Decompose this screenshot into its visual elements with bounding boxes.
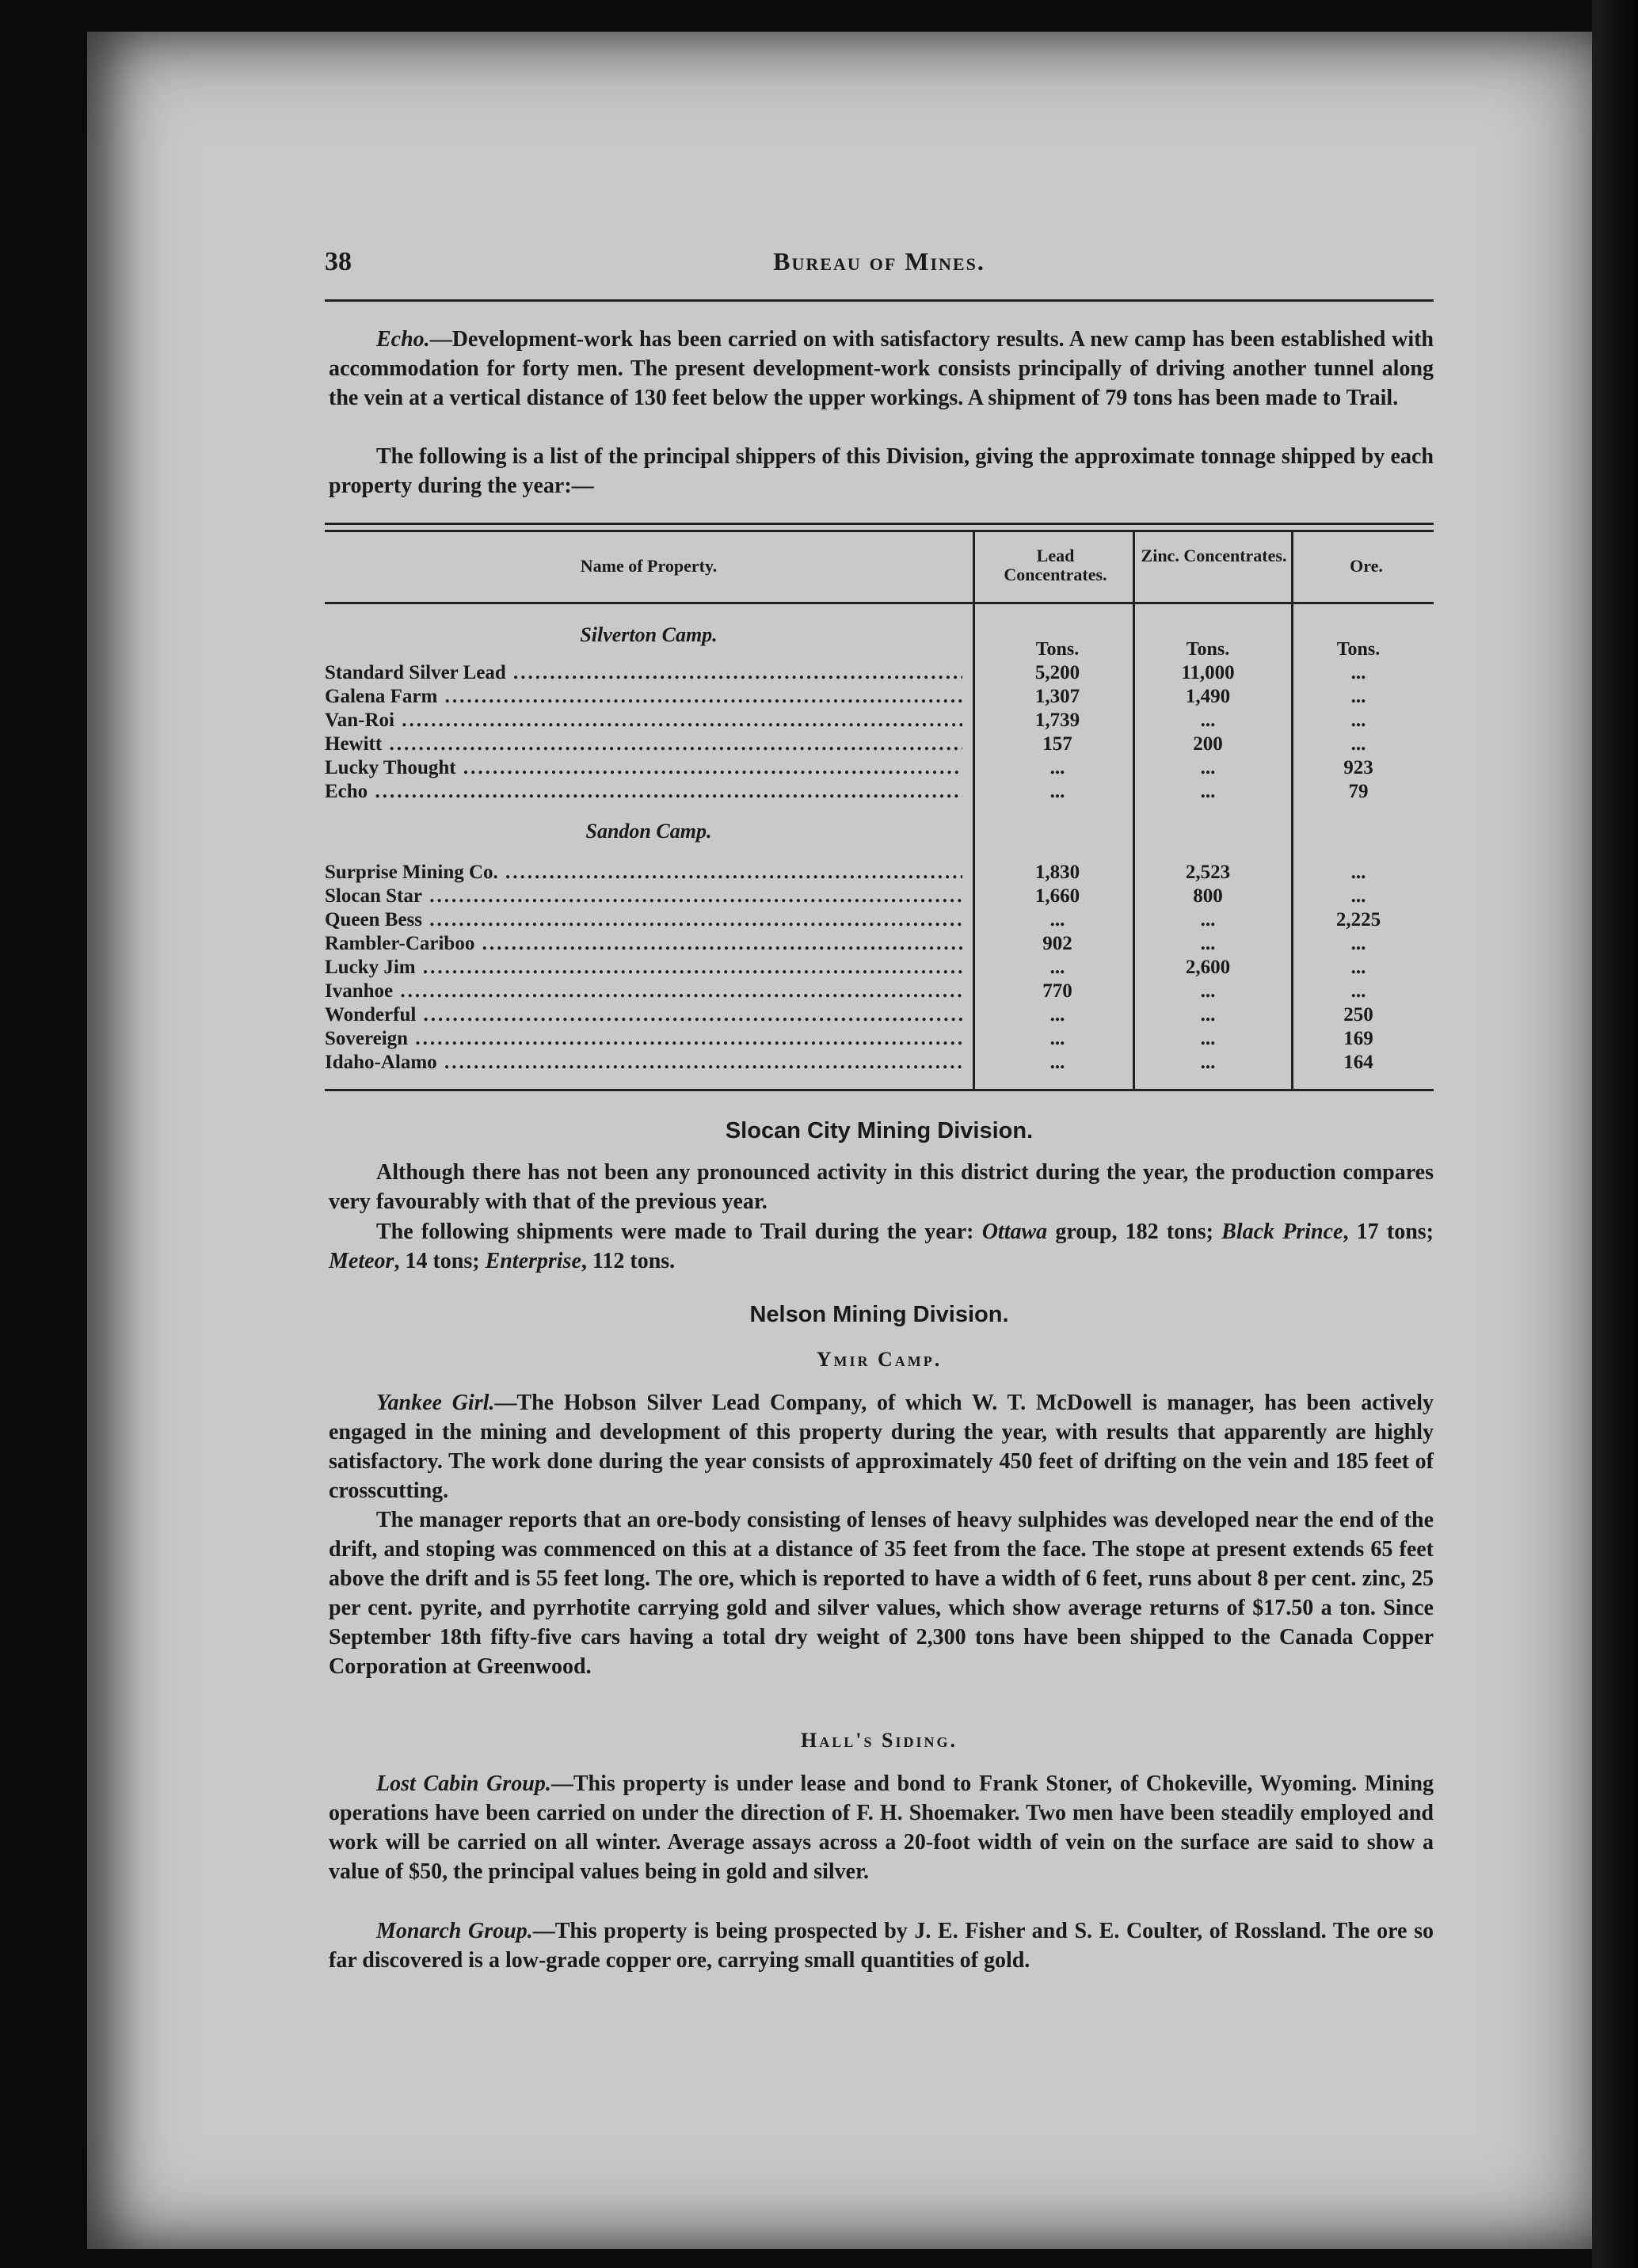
property-name: Lucky Thought ..... [325, 756, 962, 780]
unit-lead: Tons. [1035, 639, 1080, 660]
table-row [325, 908, 1434, 932]
lost-cabin-title: Lost Cabin Group. [376, 1771, 551, 1796]
property-name: Rambler-Cariboo ..... [325, 932, 962, 956]
p2-enterprise: Enterprise [485, 1249, 581, 1273]
table-top-rule [325, 523, 1434, 525]
yankee-girl-text: —The Hobson Silver Lead Company, of which W. T. McDowell is manager, has been actively engaged in the mining and development of this property during the year, with results that apparently are highly satisfactory. The work done during the year consists of approximately 450 feet of drifting on the vein and 185 feet of crosscutting. [329, 1391, 1434, 1503]
property-name: Ivanhoe ..... [325, 980, 962, 1003]
table-row [325, 685, 1434, 709]
lead-value: ... [1049, 909, 1065, 930]
ore-value: ... [1350, 710, 1366, 731]
zinc-value: 800 [1193, 885, 1223, 907]
table-row [325, 861, 1434, 885]
zinc-value: ... [1200, 1028, 1216, 1049]
yankee-girl-paragraph [329, 1388, 1434, 1505]
ore-value: ... [1350, 957, 1366, 978]
p2-text-b: group, 182 tons; [1047, 1220, 1222, 1244]
yankee-girl-title: Yankee Girl. [376, 1391, 495, 1415]
header-ore: Ore. [1350, 556, 1383, 576]
lead-value: ... [1049, 757, 1065, 778]
lead-value: ... [1049, 1004, 1065, 1026]
lead-value: 1,660 [1034, 885, 1080, 907]
table-row [325, 1003, 1434, 1027]
table-row [325, 709, 1434, 733]
property-name: Slocan Star ..... [325, 885, 962, 908]
lead-value: 902 [1042, 933, 1072, 954]
property-name: Queen Bess ..... [325, 908, 962, 932]
zinc-value: ... [1200, 781, 1216, 802]
unit-zinc: Tons. [1186, 639, 1230, 660]
property-name: Hewitt ..... [325, 733, 962, 756]
table-row [325, 980, 1434, 1003]
property-name: Surprise Mining Co. ..... [325, 861, 962, 885]
monarch-paragraph [329, 1916, 1434, 1975]
table-bottom-rule [325, 1089, 1434, 1091]
table-row [325, 756, 1434, 780]
slocan-city-paragraph-1: Although there has not been any pronounced activity in this district during the year, the production compares very favourably with that of the previous year. [329, 1160, 1434, 1214]
lead-value: ... [1049, 1028, 1065, 1049]
zinc-value: 11,000 [1181, 662, 1235, 683]
table-header-rule [325, 602, 1434, 604]
ore-value: 2,225 [1335, 909, 1381, 930]
ore-value: ... [1350, 686, 1366, 707]
list-intro-paragraph: The following is a list of the principal shippers of this Division, giving the approximate tonnage shipped by each property during the year:— [329, 444, 1434, 498]
ore-value: ... [1350, 933, 1366, 954]
property-name: Echo ..... [325, 780, 962, 804]
ore-value: 923 [1343, 757, 1373, 778]
table-row [325, 885, 1434, 908]
zinc-value: ... [1200, 980, 1216, 1002]
running-head: Bureau of Mines. [773, 247, 985, 276]
zinc-value: 200 [1193, 733, 1223, 755]
ore-value: 250 [1343, 1004, 1373, 1026]
lead-value: ... [1049, 781, 1065, 802]
ore-value: ... [1350, 980, 1366, 1002]
p2-text-a: The following shipments were made to Trail during the year: [376, 1220, 982, 1244]
unit-ore: Tons. [1336, 639, 1381, 660]
shipments-table [325, 519, 1434, 1101]
ore-value: ... [1350, 862, 1366, 883]
table-row [325, 733, 1434, 756]
zinc-value: ... [1200, 710, 1216, 731]
nelson-heading: Nelson Mining Division. [749, 1302, 1009, 1327]
lead-value: 1,739 [1034, 710, 1080, 731]
ore-value: 164 [1343, 1052, 1373, 1073]
lost-cabin-text: —This property is under lease and bond to Frank Stoner, of Chokeville, Wyoming. Mining operations have been carried on under the direction of F. H. Shoemaker. Two men have been steadily employed and work will be carried on all winter. Average assays across a 20-foot width of vein on the surface are said to show a value of $50, the principal values being in gold and silver. [329, 1771, 1434, 1884]
camp-sandon: Sandon Camp. [585, 820, 712, 843]
page-header [325, 247, 1434, 279]
table-row [325, 1051, 1434, 1075]
camp-silverton: Silverton Camp. [580, 623, 718, 646]
p2-text-c: , 17 tons; [1343, 1220, 1434, 1244]
manager-report-paragraph: The manager reports that an ore-body consisting of lenses of heavy sulphides was developed near the end of the drift, and stoping was commenced on this at a distance of 35 feet from the face. The stope at present extends 65 feet above the drift and is 55 feet long. The ore, which is reported to have a width of 6 feet, runs about 8 per cent. zinc, 25 per cent. pyrite, and pyrrhotite carrying gold and silver values, which show average returns of $17.50 a ton. Since September 18th fifty-five cars having a total dry weight of 2,300 tons have been shipped to the Canada Copper Corporation at Greenwood. [329, 1508, 1434, 1679]
table-top-rule-2 [325, 530, 1434, 532]
zinc-value: ... [1200, 909, 1216, 930]
header-zinc-concentrates: Zinc. Concentrates. [1141, 546, 1287, 565]
echo-text: —Development-work has been carried on with satisfactory results. A new camp has been established with accommodation for forty men. The present development-work consists principally of driving another tunnel along the vein at a vertical distance of 130 feet below the upper workings. A shipment of 79 tons has been made to Trail. [329, 327, 1434, 410]
property-name: Galena Farm ..... [325, 685, 962, 709]
page-edge-shadow [1592, 0, 1638, 2268]
zinc-value: 1,490 [1185, 686, 1231, 707]
lead-value: 1,307 [1034, 686, 1080, 707]
table-row [325, 956, 1434, 980]
lead-value: 1,830 [1034, 862, 1080, 883]
table-row [325, 780, 1434, 804]
property-name: Sovereign ..... [325, 1027, 962, 1051]
p2-text-e: , 112 tons. [581, 1249, 676, 1273]
zinc-value: 2,523 [1185, 862, 1231, 883]
header-lead-concentrates: Lead Concentrates. [1004, 546, 1107, 584]
ore-value: ... [1350, 885, 1366, 907]
zinc-value: ... [1200, 757, 1216, 778]
ore-value: ... [1350, 662, 1366, 683]
table-row [325, 1027, 1434, 1051]
zinc-value: ... [1200, 1004, 1216, 1026]
echo-title: Echo. [376, 327, 430, 352]
lead-value: 157 [1042, 733, 1072, 755]
zinc-value: ... [1200, 933, 1216, 954]
header-rule [325, 299, 1434, 302]
halls-siding-heading: Hall's Siding. [801, 1729, 958, 1752]
ore-value: ... [1350, 733, 1366, 755]
header-name-of-property: Name of Property. [580, 556, 718, 576]
slocan-city-paragraph-2 [329, 1217, 1434, 1276]
page-number: 38 [325, 247, 352, 276]
lead-value: 5,200 [1034, 662, 1080, 683]
p2-ottawa: Ottawa [981, 1220, 1048, 1244]
ymir-camp-heading: Ymir Camp. [816, 1348, 943, 1371]
echo-paragraph [329, 325, 1434, 413]
table-row [325, 932, 1434, 956]
zinc-value: ... [1200, 1052, 1216, 1073]
lost-cabin-paragraph [329, 1769, 1434, 1886]
property-name: Van-Roi ..... [325, 709, 962, 733]
monarch-title: Monarch Group. [376, 1919, 533, 1943]
lead-value: 770 [1042, 980, 1072, 1002]
p2-black-prince: Black Prince [1221, 1220, 1343, 1244]
zinc-value: 2,600 [1185, 957, 1231, 978]
lead-value: ... [1049, 957, 1065, 978]
table-row [325, 661, 1434, 685]
p2-text-d: , 14 tons; [394, 1249, 486, 1273]
ore-value: 79 [1348, 781, 1369, 802]
lead-value: ... [1049, 1052, 1065, 1073]
p2-meteor: Meteor [329, 1249, 394, 1273]
ore-value: 169 [1343, 1028, 1373, 1049]
monarch-text: —This property is being prospected by J. E. Fisher and S. E. Coulter, of Rossland. The ore so far discovered is a low-grade copper ore, carrying small quantities of gold. [329, 1919, 1434, 1973]
property-name: Standard Silver Lead ..... [325, 661, 962, 685]
property-name: Wonderful ..... [325, 1003, 962, 1027]
property-name: Idaho-Alamo ..... [325, 1051, 962, 1075]
property-name: Lucky Jim ..... [325, 956, 962, 980]
slocan-city-heading: Slocan City Mining Division. [725, 1118, 1034, 1144]
